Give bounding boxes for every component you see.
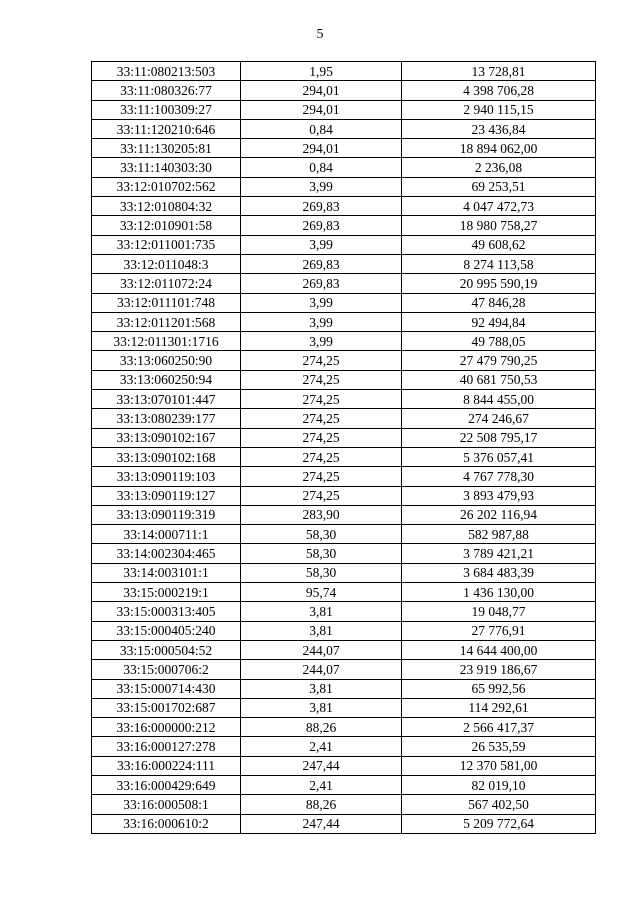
cadastral-number-cell: 33:12:010702:562: [92, 177, 241, 196]
rate-cell: 2,41: [241, 775, 402, 794]
cadastral-number-cell: 33:12:011001:735: [92, 235, 241, 254]
rate-cell: 283,90: [241, 505, 402, 524]
cadastral-number-cell: 33:13:090119:127: [92, 486, 241, 505]
rate-cell: 274,25: [241, 351, 402, 370]
table-row: [92, 197, 596, 216]
value-cell: 22 508 795,17: [402, 428, 596, 447]
cadastral-number-cell: 33:15:000219:1: [92, 583, 241, 602]
rate-cell: 58,30: [241, 525, 402, 544]
cadastral-number-cell: 33:15:001702:687: [92, 698, 241, 717]
value-cell: 92 494,84: [402, 312, 596, 331]
rate-cell: 269,83: [241, 216, 402, 235]
rate-cell: 274,25: [241, 486, 402, 505]
cadastral-number-cell: 33:16:000224:111: [92, 756, 241, 775]
rate-cell: 274,25: [241, 409, 402, 428]
rate-cell: 274,25: [241, 447, 402, 466]
rate-cell: 3,81: [241, 679, 402, 698]
rate-cell: 247,44: [241, 756, 402, 775]
table-row: [92, 621, 596, 640]
table-row: [92, 486, 596, 505]
rate-cell: 0,84: [241, 158, 402, 177]
table-row: [92, 119, 596, 138]
cadastral-number-cell: 33:16:000508:1: [92, 795, 241, 814]
cadastral-number-cell: 33:11:130205:81: [92, 139, 241, 158]
table-row: [92, 428, 596, 447]
page-number: 5: [316, 27, 324, 42]
value-cell: 20 995 590,19: [402, 274, 596, 293]
table-row: [92, 756, 596, 775]
value-cell: 49 788,05: [402, 332, 596, 351]
table-row: [92, 158, 596, 177]
value-cell: 26 202 116,94: [402, 505, 596, 524]
value-cell: 1 436 130,00: [402, 583, 596, 602]
table-body: [92, 62, 596, 834]
rate-cell: 247,44: [241, 814, 402, 833]
table-row: [92, 583, 596, 602]
rate-cell: 269,83: [241, 254, 402, 273]
cadastral-number-cell: 33:14:003101:1: [92, 563, 241, 582]
value-cell: 69 253,51: [402, 177, 596, 196]
cadastral-number-cell: 33:13:080239:177: [92, 409, 241, 428]
value-cell: 40 681 750,53: [402, 370, 596, 389]
cadastral-value-table: [91, 61, 596, 834]
value-cell: 27 776,91: [402, 621, 596, 640]
rate-cell: 3,99: [241, 177, 402, 196]
rate-cell: 274,25: [241, 467, 402, 486]
table-row: [92, 62, 596, 81]
value-cell: 4 398 706,28: [402, 81, 596, 100]
cadastral-number-cell: 33:13:060250:90: [92, 351, 241, 370]
cadastral-number-cell: 33:14:000711:1: [92, 525, 241, 544]
value-cell: 49 608,62: [402, 235, 596, 254]
value-cell: 8 844 455,00: [402, 390, 596, 409]
value-cell: 18 980 758,27: [402, 216, 596, 235]
rate-cell: 3,99: [241, 235, 402, 254]
value-cell: 23 436,84: [402, 119, 596, 138]
rate-cell: 3,81: [241, 698, 402, 717]
value-cell: 27 479 790,25: [402, 351, 596, 370]
value-cell: 3 789 421,21: [402, 544, 596, 563]
cadastral-number-cell: 33:16:000000:212: [92, 718, 241, 737]
table-row: [92, 312, 596, 331]
table-row: [92, 351, 596, 370]
table-row: [92, 563, 596, 582]
cadastral-number-cell: 33:12:011301:1716: [92, 332, 241, 351]
cadastral-number-cell: 33:15:000706:2: [92, 660, 241, 679]
cadastral-number-cell: 33:13:090119:103: [92, 467, 241, 486]
value-cell: 2 566 417,37: [402, 718, 596, 737]
value-cell: 82 019,10: [402, 775, 596, 794]
table-row: [92, 737, 596, 756]
value-cell: 8 274 113,58: [402, 254, 596, 273]
rate-cell: 244,07: [241, 660, 402, 679]
value-cell: 5 376 057,41: [402, 447, 596, 466]
table-row: [92, 467, 596, 486]
table-row: [92, 505, 596, 524]
rate-cell: 0,84: [241, 119, 402, 138]
rate-cell: 1,95: [241, 62, 402, 81]
table-row: [92, 293, 596, 312]
rate-cell: 58,30: [241, 563, 402, 582]
rate-cell: 3,81: [241, 602, 402, 621]
value-cell: 3 684 483,39: [402, 563, 596, 582]
table-row: [92, 660, 596, 679]
rate-cell: 274,25: [241, 428, 402, 447]
rate-cell: 244,07: [241, 640, 402, 659]
table-row: [92, 139, 596, 158]
value-cell: 13 728,81: [402, 62, 596, 81]
cadastral-number-cell: 33:14:002304:465: [92, 544, 241, 563]
cadastral-number-cell: 33:15:000405:240: [92, 621, 241, 640]
rate-cell: 58,30: [241, 544, 402, 563]
table-row: [92, 409, 596, 428]
value-cell: 3 893 479,93: [402, 486, 596, 505]
table-row: [92, 640, 596, 659]
cadastral-number-cell: 33:13:070101:447: [92, 390, 241, 409]
cadastral-number-cell: 33:15:000313:405: [92, 602, 241, 621]
rate-cell: 88,26: [241, 795, 402, 814]
cadastral-number-cell: 33:11:100309:27: [92, 100, 241, 119]
table-row: [92, 447, 596, 466]
value-cell: 18 894 062,00: [402, 139, 596, 158]
cadastral-number-cell: 33:11:080213:503: [92, 62, 241, 81]
table-row: [92, 332, 596, 351]
value-cell: 5 209 772,64: [402, 814, 596, 833]
value-cell: 4 767 778,30: [402, 467, 596, 486]
rate-cell: 3,99: [241, 312, 402, 331]
cadastral-number-cell: 33:11:080326:77: [92, 81, 241, 100]
table-row: [92, 254, 596, 273]
table-row: [92, 100, 596, 119]
value-cell: 23 919 186,67: [402, 660, 596, 679]
value-cell: 2 236,08: [402, 158, 596, 177]
cadastral-number-cell: 33:12:011072:24: [92, 274, 241, 293]
value-cell: 567 402,50: [402, 795, 596, 814]
value-cell: 2 940 115,15: [402, 100, 596, 119]
cadastral-number-cell: 33:12:010804:32: [92, 197, 241, 216]
cadastral-number-cell: 33:12:010901:58: [92, 216, 241, 235]
table-row: [92, 525, 596, 544]
rate-cell: 269,83: [241, 274, 402, 293]
table-row: [92, 718, 596, 737]
cadastral-number-cell: 33:11:120210:646: [92, 119, 241, 138]
cadastral-number-cell: 33:11:140303:30: [92, 158, 241, 177]
rate-cell: 3,81: [241, 621, 402, 640]
value-cell: 47 846,28: [402, 293, 596, 312]
value-cell: 114 292,61: [402, 698, 596, 717]
table-row: [92, 370, 596, 389]
cadastral-number-cell: 33:15:000714:430: [92, 679, 241, 698]
value-cell: 274 246,67: [402, 409, 596, 428]
rate-cell: 274,25: [241, 370, 402, 389]
value-cell: 14 644 400,00: [402, 640, 596, 659]
table-row: [92, 216, 596, 235]
cadastral-number-cell: 33:13:090102:167: [92, 428, 241, 447]
table-row: [92, 775, 596, 794]
rate-cell: 2,41: [241, 737, 402, 756]
rate-cell: 269,83: [241, 197, 402, 216]
value-cell: 26 535,59: [402, 737, 596, 756]
rate-cell: 95,74: [241, 583, 402, 602]
rate-cell: 274,25: [241, 390, 402, 409]
cadastral-number-cell: 33:12:011048:3: [92, 254, 241, 273]
table-row: [92, 390, 596, 409]
rate-cell: 294,01: [241, 100, 402, 119]
cadastral-number-cell: 33:12:011201:568: [92, 312, 241, 331]
table-row: [92, 814, 596, 833]
table-row: [92, 795, 596, 814]
table-row: [92, 177, 596, 196]
value-cell: 19 048,77: [402, 602, 596, 621]
table-row: [92, 679, 596, 698]
table-row: [92, 602, 596, 621]
rate-cell: 3,99: [241, 332, 402, 351]
value-cell: 12 370 581,00: [402, 756, 596, 775]
table-row: [92, 544, 596, 563]
cadastral-number-cell: 33:16:000610:2: [92, 814, 241, 833]
table-row: [92, 81, 596, 100]
value-cell: 582 987,88: [402, 525, 596, 544]
rate-cell: 3,99: [241, 293, 402, 312]
cadastral-number-cell: 33:13:090119:319: [92, 505, 241, 524]
cadastral-number-cell: 33:15:000504:52: [92, 640, 241, 659]
table-row: [92, 235, 596, 254]
cadastral-number-cell: 33:13:060250:94: [92, 370, 241, 389]
table-row: [92, 698, 596, 717]
cadastral-number-cell: 33:13:090102:168: [92, 447, 241, 466]
rate-cell: 88,26: [241, 718, 402, 737]
cadastral-number-cell: 33:16:000127:278: [92, 737, 241, 756]
value-cell: 65 992,56: [402, 679, 596, 698]
table-row: [92, 274, 596, 293]
cadastral-number-cell: 33:16:000429:649: [92, 775, 241, 794]
cadastral-number-cell: 33:12:011101:748: [92, 293, 241, 312]
rate-cell: 294,01: [241, 81, 402, 100]
rate-cell: 294,01: [241, 139, 402, 158]
value-cell: 4 047 472,73: [402, 197, 596, 216]
